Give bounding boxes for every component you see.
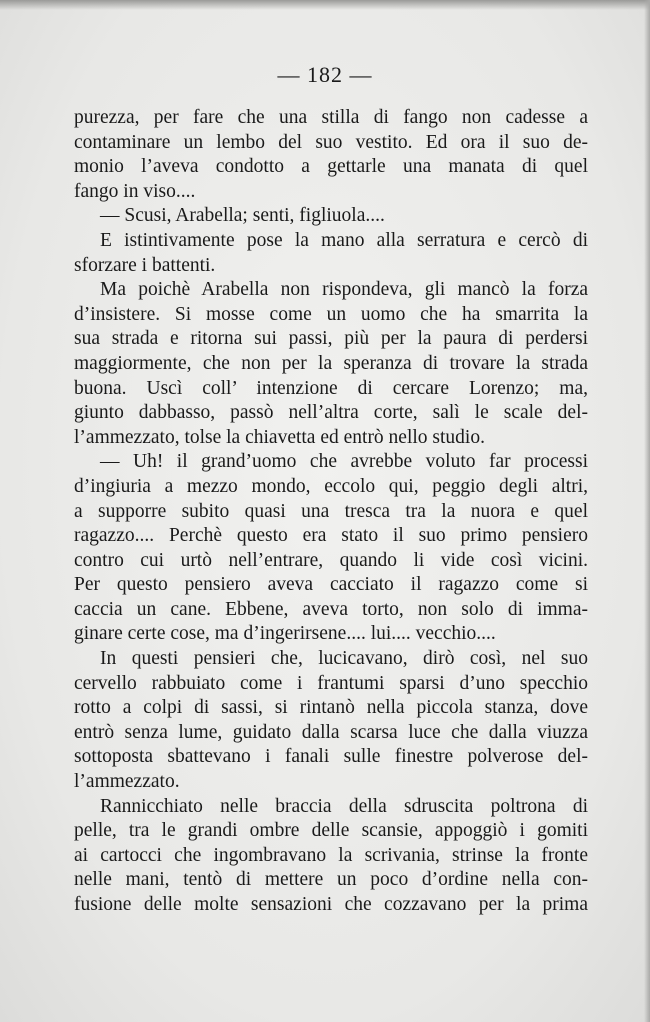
text-line: cervello rabbuiato come i frantumi sparsi d’uno specchio xyxy=(74,672,588,694)
text-line: caccia un cane. Ebbene, aveva torto, non solo di imma- xyxy=(74,598,588,620)
text-line: a supporre subito quasi una tresca tra la nuora e quel xyxy=(74,500,588,522)
text-line: buona. Uscì coll’ intenzione di cercare Lorenzo; ma, xyxy=(74,377,588,399)
page-right-edge-shadow xyxy=(644,0,650,1022)
text-line: pelle, tra le grandi ombre delle scansie, appoggiò i gomiti xyxy=(74,820,588,842)
text-line: ai cartocci che ingombravano la scrivania, strinse la fronte xyxy=(74,844,588,866)
text-line: giunto dabbasso, passò nell’altra corte, salì le scale del- xyxy=(74,402,588,424)
text-line: d’ingiuria a mezzo mondo, eccolo qui, peggio degli altri, xyxy=(74,475,588,497)
text-line: nelle mani, tentò di mettere un poco d’ordine nella con- xyxy=(74,869,588,891)
text-line: — Scusi, Arabella; senti, figliuola.... xyxy=(100,205,385,227)
text-line: ragazzo.... Perchè questo era stato il suo primo pensiero xyxy=(74,525,588,547)
text-line: contro cui urtò nell’entrare, quando li vide così vicini. xyxy=(74,549,588,571)
text-line: rotto a colpi di sassi, si rintanò nella piccola stanza, dove xyxy=(74,697,588,719)
text-line: Rannicchiato nelle braccia della sdruscita poltrona di xyxy=(100,795,588,817)
text-line: sua strada e ritorna sui passi, più per la paura di perdersi xyxy=(74,328,588,350)
text-line: In questi pensieri che, lucicavano, dirò così, nel suo xyxy=(100,648,588,670)
text-line: purezza, per fare che una stilla di fango non cadesse a xyxy=(74,107,588,128)
text-line: sottoposta sbattevano i fanali sulle finestre polverose del- xyxy=(74,746,588,768)
text-line: l’ammezzato. xyxy=(74,771,180,793)
text-line: Per questo pensiero aveva cacciato il ragazzo come si xyxy=(74,574,588,596)
text-line: monio l’aveva condotto a gettarle una manata di quel xyxy=(74,156,588,178)
text-line: contaminare un lembo del suo vestito. Ed ora il suo de- xyxy=(74,131,588,153)
text-line: E istintivamente pose la mano alla serratura e cercò di xyxy=(100,229,588,251)
text-line: d’insistere. Si mosse come un uomo che ha smarrita la xyxy=(74,303,588,325)
text-line: sforzare i battenti. xyxy=(74,254,216,276)
text-line: ginare certe cose, ma d’ingerirsene.... lui.... vecchio.... xyxy=(74,623,496,645)
text-line: — Uh! il grand’uomo che avrebbe voluto far processi xyxy=(100,451,588,473)
text-line: maggiormente, che non per la speranza di trovare la strada xyxy=(74,352,588,374)
page-number: — 182 — xyxy=(277,62,373,87)
text-line: l’ammezzato, tolse la chiavetta ed entrò nello studio. xyxy=(74,426,485,448)
text-line: fusione delle molte sensazioni che cozzavano per la prima xyxy=(74,894,588,915)
text-line: entrò senza lume, guidato dalla scarsa luce che dalla viuzza xyxy=(74,721,588,743)
text-line: Ma poichè Arabella non rispondeva, gli mancò la forza xyxy=(100,279,588,301)
page-top-edge-shadow xyxy=(0,0,650,10)
body-text xyxy=(74,106,588,918)
text-line: fango in viso.... xyxy=(74,180,196,202)
